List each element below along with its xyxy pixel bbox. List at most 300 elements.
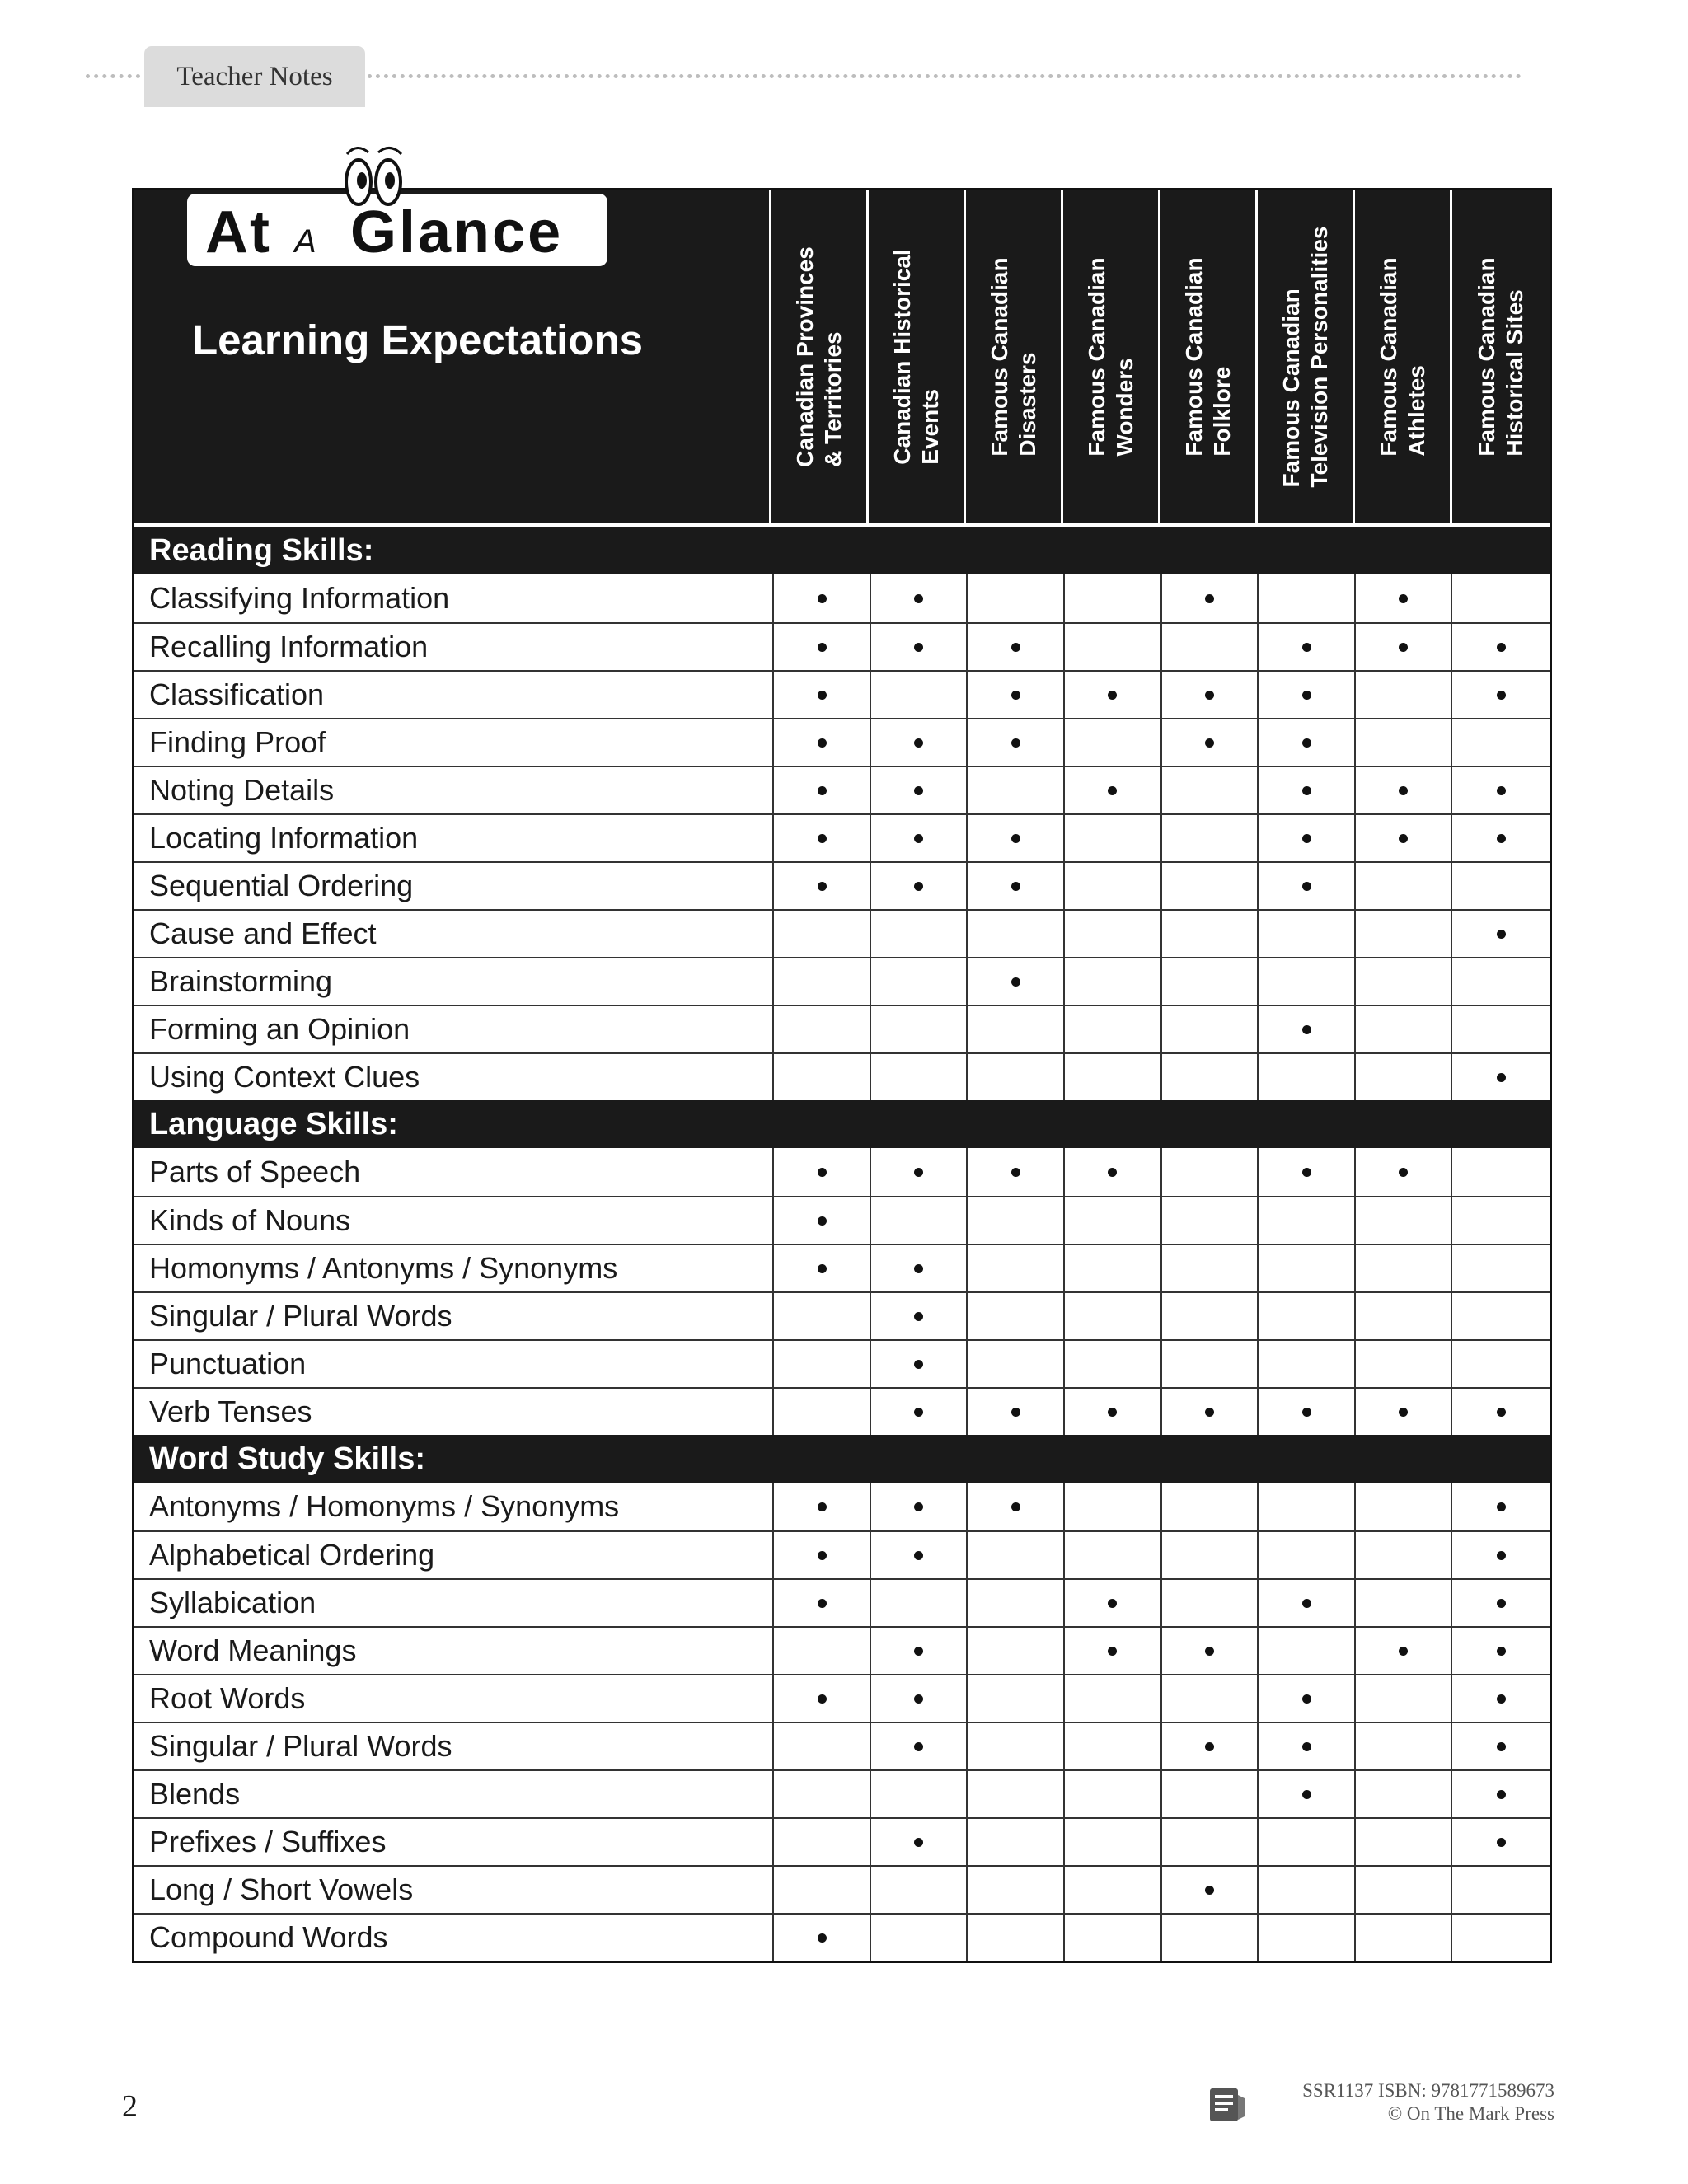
table-cell (871, 1867, 968, 1913)
bullet-mark (1497, 786, 1506, 795)
logo-at: At (205, 199, 271, 265)
table-cell (968, 574, 1065, 622)
row-label: Noting Details (134, 767, 774, 813)
table-cell (1162, 1389, 1259, 1435)
table-cell (1356, 1628, 1453, 1674)
table-row (134, 1148, 1550, 1196)
bullet-mark (1302, 1742, 1311, 1751)
table-cell (871, 719, 968, 766)
table-cell (1162, 624, 1259, 670)
table-cell (1065, 624, 1162, 670)
table-cell (1259, 1197, 1356, 1244)
table-cell (1065, 1006, 1162, 1052)
table-cell (1065, 1915, 1162, 1961)
table-cell (1065, 767, 1162, 813)
row-label: Sequential Ordering (134, 863, 774, 909)
row-label: Word Meanings (134, 1628, 774, 1674)
bullet-mark (818, 738, 827, 748)
table-cell (1356, 1532, 1453, 1578)
table-cell (1356, 1915, 1453, 1961)
column-header-line: Famous Canadian (1474, 257, 1499, 457)
table-cell (1452, 1054, 1550, 1100)
table-cell (1259, 815, 1356, 861)
table-cell (871, 1054, 968, 1100)
bullet-mark (1497, 1647, 1506, 1656)
page-number: 2 (122, 2089, 138, 2124)
table-cell (1259, 672, 1356, 718)
table-cell (1356, 719, 1453, 766)
column-header (966, 190, 1063, 523)
table-cell (1356, 1389, 1453, 1435)
bullet-mark (1108, 1647, 1117, 1656)
table-cell (1162, 1483, 1259, 1530)
table-cell (968, 719, 1065, 766)
table-cell (1065, 1580, 1162, 1626)
table-row (134, 861, 1550, 909)
bullet-mark (1399, 1647, 1408, 1656)
table-cell (1065, 1675, 1162, 1722)
table-cell (1162, 1245, 1259, 1291)
bullet-mark (914, 1694, 923, 1704)
table-cell (1162, 1054, 1259, 1100)
bullet-mark (1011, 1408, 1020, 1417)
bullet-mark (1011, 834, 1020, 843)
table-cell (1162, 1293, 1259, 1339)
table-cell (1356, 767, 1453, 813)
table-cell (1452, 574, 1550, 622)
row-label: Syllabication (134, 1580, 774, 1626)
book-icon (1207, 2083, 1248, 2125)
table-cell (1065, 719, 1162, 766)
column-header-line: Athletes (1403, 365, 1429, 457)
table-cell (774, 958, 871, 1005)
bullet-mark (1302, 691, 1311, 700)
table-cell (1162, 1197, 1259, 1244)
table-cell (774, 815, 871, 861)
bullet-mark (914, 1360, 923, 1369)
table-cell (1452, 624, 1550, 670)
bullet-mark (818, 834, 827, 843)
column-header (1258, 190, 1355, 523)
section-header: Word Study Skills: (134, 1435, 1550, 1483)
table-cell (1259, 1915, 1356, 1961)
column-header-line: Famous Canadian (1083, 257, 1109, 457)
bullet-mark (1302, 1168, 1311, 1177)
table-cell (1065, 863, 1162, 909)
bullet-mark (818, 1168, 827, 1177)
table-cell (774, 1341, 871, 1387)
table-cell (1259, 1532, 1356, 1578)
bullet-mark (1108, 786, 1117, 795)
table-cell (968, 1675, 1065, 1722)
dotted-rule-left (86, 74, 140, 78)
table-title: Learning Expectations (192, 316, 643, 363)
bullet-mark (914, 786, 923, 795)
bullet-mark (914, 738, 923, 748)
table-cell (1356, 863, 1453, 909)
table-cell (1259, 1675, 1356, 1722)
column-header-line: Television Personalities (1306, 226, 1332, 488)
table-cell (1356, 672, 1453, 718)
column-header (869, 190, 966, 523)
table-cell (871, 1293, 968, 1339)
bullet-mark (914, 882, 923, 891)
column-header (1160, 190, 1258, 523)
bullet-mark (914, 1408, 923, 1417)
table-cell (1356, 958, 1453, 1005)
bullet-mark (1205, 1408, 1214, 1417)
table-cell (1065, 1723, 1162, 1769)
bullet-mark (1497, 643, 1506, 652)
table-cell (1452, 1915, 1550, 1961)
table-cell (1162, 1867, 1259, 1913)
table-cell (774, 1628, 871, 1674)
bullet-mark (914, 1742, 923, 1751)
table-cell (774, 1293, 871, 1339)
table-cell (774, 1867, 871, 1913)
table-cell (968, 1483, 1065, 1530)
row-label: Classifying Information (134, 574, 774, 622)
table-cell (968, 672, 1065, 718)
table-cell (871, 1580, 968, 1626)
table-cell (1259, 1580, 1356, 1626)
table-cell (871, 1628, 968, 1674)
at-a-glance-logo (187, 194, 607, 266)
table-cell (871, 863, 968, 909)
table-cell (1259, 1245, 1356, 1291)
table-cell (1065, 958, 1162, 1005)
bullet-mark (1399, 1168, 1408, 1177)
table-cell (774, 1245, 871, 1291)
table-cell (1259, 574, 1356, 622)
table-cell (1356, 624, 1453, 670)
table-cell (871, 1197, 968, 1244)
bullet-mark (1399, 834, 1408, 843)
table-cell (1259, 767, 1356, 813)
bullet-mark (914, 1264, 923, 1273)
column-header-line: Historical Sites (1502, 289, 1527, 457)
table-cell (1452, 1197, 1550, 1244)
table-cell (1452, 1148, 1550, 1196)
table-row (134, 1865, 1550, 1913)
table-cell (1065, 1197, 1162, 1244)
table-cell (968, 1054, 1065, 1100)
row-label: Using Context Clues (134, 1054, 774, 1100)
table-cell (1259, 911, 1356, 957)
row-label: Singular / Plural Words (134, 1293, 774, 1339)
header-title-cell (134, 190, 771, 523)
table-cell (1356, 1819, 1453, 1865)
bullet-mark (1497, 1694, 1506, 1704)
table-cell (1356, 1723, 1453, 1769)
table-row (134, 1674, 1550, 1722)
table-cell (774, 911, 871, 957)
table-cell (1259, 1341, 1356, 1387)
bullet-mark (818, 1216, 827, 1226)
bullet-mark (914, 1838, 923, 1847)
table-cell (1259, 1867, 1356, 1913)
table-cell (1259, 1389, 1356, 1435)
table-cell (1162, 1675, 1259, 1722)
table-row (134, 909, 1550, 957)
row-label: Blends (134, 1771, 774, 1817)
bullet-mark (818, 1502, 827, 1511)
row-label: Locating Information (134, 815, 774, 861)
table-cell (1162, 911, 1259, 957)
table-cell (871, 672, 968, 718)
bullet-mark (1302, 643, 1311, 652)
table-cell (1162, 1532, 1259, 1578)
table-cell (1162, 863, 1259, 909)
table-cell (774, 624, 871, 670)
table-cell (1452, 1341, 1550, 1387)
table-cell (968, 958, 1065, 1005)
table-cell (1162, 1341, 1259, 1387)
table-cell (774, 1006, 871, 1052)
bullet-mark (818, 882, 827, 891)
column-header (771, 190, 869, 523)
table-cell (871, 1771, 968, 1817)
table-cell (774, 1580, 871, 1626)
table-row (134, 622, 1550, 670)
section-header: Reading Skills: (134, 527, 1550, 574)
row-label: Kinds of Nouns (134, 1197, 774, 1244)
table-cell (968, 1389, 1065, 1435)
table-cell (871, 624, 968, 670)
table-cell (968, 1723, 1065, 1769)
table-cell (871, 1245, 968, 1291)
table-cell (1162, 767, 1259, 813)
table-cell (1162, 1723, 1259, 1769)
table-cell (1162, 1580, 1259, 1626)
publisher-line: SSR1137 ISBN: 9781771589673 (1302, 2080, 1554, 2101)
table-cell (871, 767, 968, 813)
table-cell (1452, 1293, 1550, 1339)
table-cell (968, 1197, 1065, 1244)
table-row (134, 574, 1550, 622)
table-cell (1162, 574, 1259, 622)
table-row (134, 1291, 1550, 1339)
table-cell (871, 1006, 968, 1052)
dotted-rule-right (368, 74, 1522, 78)
column-header-line: Famous Canadian (1375, 257, 1401, 457)
row-label: Recalling Information (134, 624, 774, 670)
table-row (134, 1722, 1550, 1769)
column-header (1063, 190, 1160, 523)
table-row (134, 1387, 1550, 1435)
table-cell (1065, 1483, 1162, 1530)
table-cell (1259, 1483, 1356, 1530)
table-cell (1356, 1341, 1453, 1387)
table-cell (1065, 1293, 1162, 1339)
bullet-mark (818, 594, 827, 603)
table-cell (968, 1628, 1065, 1674)
bullet-mark (1011, 977, 1020, 987)
bullet-mark (1011, 1168, 1020, 1177)
bullet-mark (914, 1502, 923, 1511)
table-cell (774, 1819, 871, 1865)
table-cell (1452, 1580, 1550, 1626)
row-label: Forming an Opinion (134, 1006, 774, 1052)
bullet-mark (1205, 1886, 1214, 1895)
bullet-mark (914, 834, 923, 843)
bullet-mark (1302, 1790, 1311, 1799)
bullet-mark (914, 1551, 923, 1560)
table-row (134, 1483, 1550, 1530)
table-cell (1065, 815, 1162, 861)
row-label: Verb Tenses (134, 1389, 774, 1435)
table-cell (1356, 1580, 1453, 1626)
bullet-mark (1011, 1502, 1020, 1511)
bullet-mark (818, 1599, 827, 1608)
bullet-mark (1108, 691, 1117, 700)
row-label: Root Words (134, 1675, 774, 1722)
table-cell (1259, 1819, 1356, 1865)
table-row (134, 1913, 1550, 1961)
table-cell (1259, 624, 1356, 670)
table-cell (1452, 863, 1550, 909)
bullet-mark (1011, 738, 1020, 748)
table-cell (1065, 1532, 1162, 1578)
column-header-line: Famous Canadian (1278, 288, 1304, 488)
table-cell (1065, 1867, 1162, 1913)
table-cell (1162, 1148, 1259, 1196)
table-cell (1065, 1628, 1162, 1674)
table-cell (1452, 1771, 1550, 1817)
table-cell (1162, 1006, 1259, 1052)
table-cell (774, 1915, 871, 1961)
column-header-label (1278, 227, 1334, 488)
bullet-mark (914, 643, 923, 652)
row-label: Alphabetical Ordering (134, 1532, 774, 1578)
table-cell (871, 1389, 968, 1435)
table-cell (871, 911, 968, 957)
table-cell (774, 1197, 871, 1244)
table-cell (1065, 911, 1162, 957)
bullet-mark (1497, 1838, 1506, 1847)
table-cell (1259, 1006, 1356, 1052)
table-cell (774, 1675, 871, 1722)
table-cell (1065, 1819, 1162, 1865)
bullet-mark (1302, 1599, 1311, 1608)
table-cell (968, 1245, 1065, 1291)
table-row (134, 1052, 1550, 1100)
table-cell (1452, 1723, 1550, 1769)
table-cell (1452, 719, 1550, 766)
bullet-mark (818, 1551, 827, 1560)
table-cell (1452, 1867, 1550, 1913)
table-cell (1356, 1197, 1453, 1244)
table-cell (968, 1915, 1065, 1961)
row-label: Brainstorming (134, 958, 774, 1005)
bullet-mark (1011, 643, 1020, 652)
bullet-mark (1302, 882, 1311, 891)
row-label: Long / Short Vowels (134, 1867, 774, 1913)
column-header-line: Famous Canadian (1180, 257, 1207, 457)
table-cell (1259, 958, 1356, 1005)
table-cell (1452, 1245, 1550, 1291)
table-cell (1452, 1483, 1550, 1530)
table-cell (774, 1532, 871, 1578)
bullet-mark (1497, 1790, 1506, 1799)
table-cell (1356, 911, 1453, 957)
bullet-mark (1302, 738, 1311, 748)
table-cell (871, 958, 968, 1005)
table-cell (968, 1819, 1065, 1865)
table-cell (1162, 719, 1259, 766)
table-cell (1065, 1245, 1162, 1291)
bullet-mark (1011, 882, 1020, 891)
table-cell (1259, 1628, 1356, 1674)
table-cell (968, 1580, 1065, 1626)
bullet-mark (1497, 1599, 1506, 1608)
column-header-line: Famous Canadian (986, 257, 1012, 457)
column-header-label (1375, 257, 1431, 456)
bullet-mark (1108, 1599, 1117, 1608)
bullet-mark (914, 1168, 923, 1177)
bullet-mark (914, 1312, 923, 1321)
table-cell (1356, 1054, 1453, 1100)
bullet-mark (1205, 738, 1214, 748)
table-cell (774, 1483, 871, 1530)
table-cell (968, 1532, 1065, 1578)
table-cell (1065, 1771, 1162, 1817)
table-cell (871, 574, 968, 622)
table-cell (871, 1148, 968, 1196)
teacher-notes-tab: Teacher Notes (144, 46, 365, 107)
table-cell (774, 1771, 871, 1817)
bullet-mark (1205, 1742, 1214, 1751)
bullet-mark (1302, 1025, 1311, 1034)
row-label: Prefixes / Suffixes (134, 1819, 774, 1865)
bullet-mark (818, 643, 827, 652)
table-row (134, 813, 1550, 861)
column-header (1452, 190, 1550, 523)
table-cell (774, 672, 871, 718)
bullet-mark (1302, 1694, 1311, 1704)
row-label: Compound Words (134, 1915, 774, 1961)
column-header (1355, 190, 1452, 523)
bullet-mark (818, 786, 827, 795)
bullet-mark (1205, 594, 1214, 603)
table-cell (1065, 1054, 1162, 1100)
table-row (134, 1769, 1550, 1817)
table-cell (1356, 1245, 1453, 1291)
column-header-label (889, 249, 945, 464)
row-label: Singular / Plural Words (134, 1723, 774, 1769)
bullet-mark (1497, 930, 1506, 939)
table-cell (774, 574, 871, 622)
table-row (134, 766, 1550, 813)
table-row (134, 1005, 1550, 1052)
table-cell (1162, 958, 1259, 1005)
table-cell (1356, 1148, 1453, 1196)
table-cell (1452, 1675, 1550, 1722)
table-row (134, 1530, 1550, 1578)
table-cell (1065, 1389, 1162, 1435)
table-cell (774, 719, 871, 766)
table-cell (968, 1148, 1065, 1196)
table-cell (968, 1006, 1065, 1052)
bullet-mark (1399, 1408, 1408, 1417)
bullet-mark (914, 594, 923, 603)
table-cell (1259, 1148, 1356, 1196)
column-header-label (791, 246, 847, 467)
bullet-mark (1011, 691, 1020, 700)
bullet-mark (1108, 1408, 1117, 1417)
bullet-mark (818, 1694, 827, 1704)
logo-a: A (294, 223, 316, 260)
